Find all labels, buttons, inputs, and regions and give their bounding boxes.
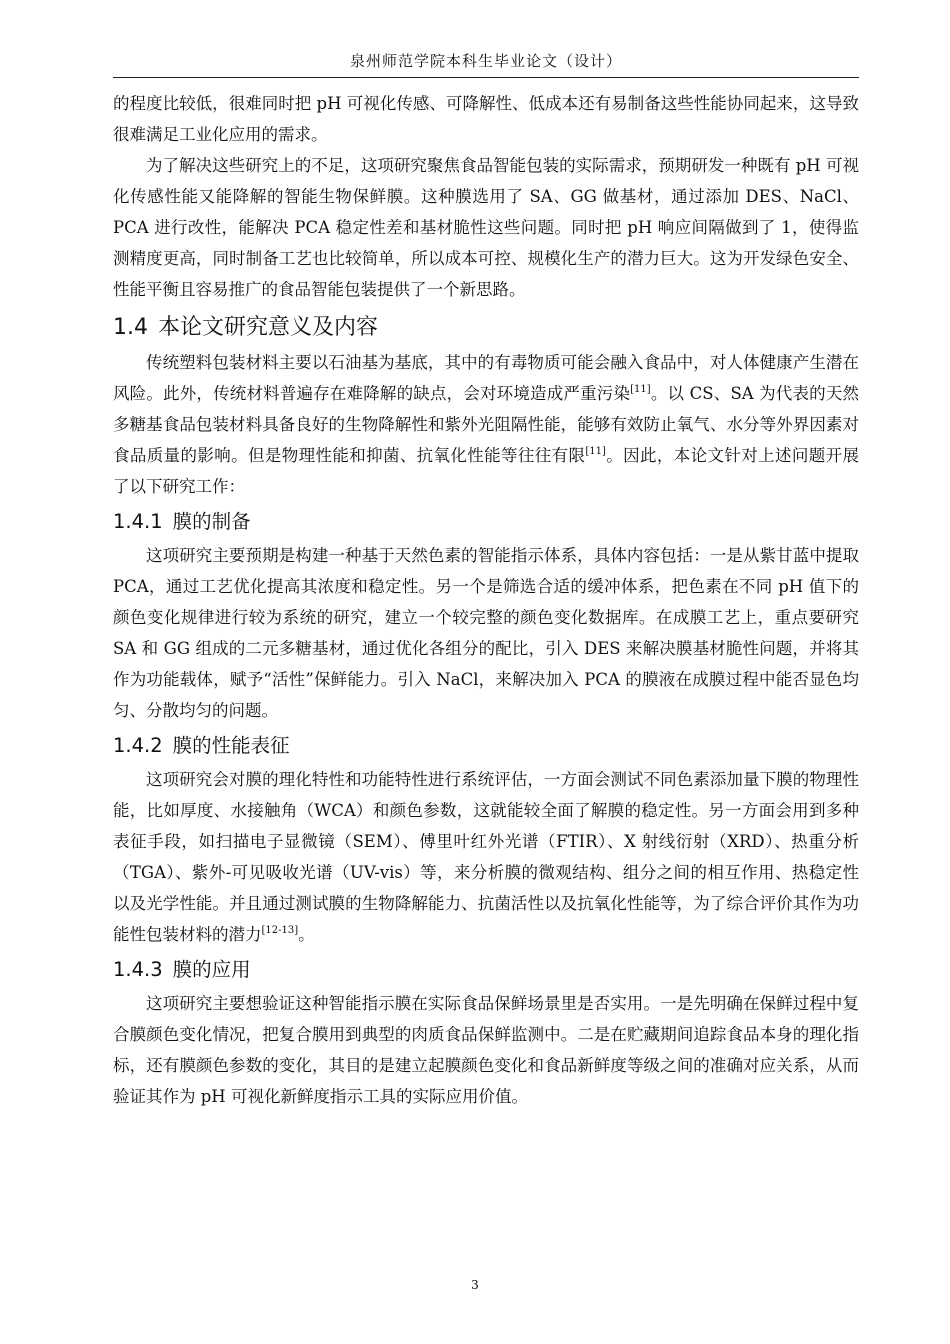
text-span: 这项研究会对膜的理化特性和功能特性进行系统评估，一方面会测试不同色素添加量下膜的物理性能，比如厚度、水接触角（WCA）和颜色参数，这就能较全面了解膜的稳定性。另一方面会用到多种表征手段，如扫描电子显微镜（SEM）、傅里叶红外光谱（FTIR）、X 射线衍射（XRD）、热重分析（TGA）、紫外-可见吸收光谱（UV-vis）等，来分析膜的微观结构、组分之间的相互作用、热稳定性以及光学性能。并且通过测试膜的生物降解能力、抗菌活性以及抗氧化性能等，为了综合评价其作为功能性包装材料的潜力 [113,770,859,944]
section-title: 膜的应用 [172,958,251,981]
section-title: 本论文研究意义及内容 [158,315,379,340]
text-span: 传统塑料包装材料主要以石油基为基底，其中的有毒物质可能会融入食品中，对人体健康产生潜在风险。此外，传统材料普遍存在难降解的缺点，会对环境造成严重污染 [113,353,859,403]
text-span: 。 [298,925,315,944]
section-number: 1.4 [113,315,148,340]
section-number: 1.4.2 [113,734,163,757]
paragraph-significance [113,347,859,502]
section-heading-1-4-1 [113,506,859,538]
paragraph-continuation: 的程度比较低，很难同时把 pH 可视化传感、可降解性、低成本还有易制备这些性能协同起来，这导致很难满足工业化应用的需求。 [113,94,859,144]
paragraph-application: 这项研究主要想验证这种智能指示膜在实际食品保鲜场景里是否实用。一是先明确在保鲜过程中复合膜颜色变化情况，把复合膜用到典型的肉质食品保鲜监测中。二是在贮藏期间追踪食品本身的理化指标，还有膜颜色参数的变化，其目的是建立起膜颜色变化和食品新鲜度等级之间的准确对应关系，从而验证其作为 pH 可视化新鲜度指示工具的实际应用价值。 [113,994,859,1106]
running-header: 泉州师范学院本科生毕业论文（设计） [349,52,622,70]
paragraph-characterization [113,764,859,950]
section-heading-1-4-3 [113,954,859,986]
section-number: 1.4.1 [113,510,163,533]
section-heading-1-4 [113,311,859,345]
header-rule [113,77,859,78]
citation-ref: [11] [585,446,606,457]
citation-ref: [12-13] [261,925,299,936]
page-body [113,88,859,1112]
text-span: 。因此，本论文针对上述问题开展了以下研究工作： [113,446,860,496]
section-number: 1.4.3 [113,958,163,981]
section-title: 膜的制备 [172,510,251,533]
text-span: 。以 CS、SA 为代表的天然多糖基食品包装材料具备良好的生物降解性和紫外光阻隔性能，能够有效防止氧气、水分等外界因素对食品质量的影响。但是物理性能和抑菌、抗氧化性能等往往有限 [113,384,860,465]
paragraph-film-preparation: 这项研究主要预期是构建一种基于天然色素的智能指示体系，具体内容包括：一是从紫甘蓝中提取 PCA，通过工艺优化提高其浓度和稳定性。另一个是筛选合适的缓冲体系，把色素在不同 pH 值下的颜色变化规律进行较为系统的研究，建立一个较完整的颜色变化数据库。在成膜工艺上，重点要研究 SA 和 GG 组成的二元多糖基材，通过优化各组分的配比，引入 DES 来解决膜基材脆性问题，并将其作为功能载体，赋予“活性”保鲜能力。引入 NaCl，来解决加入 PCA 的膜液在成膜过程中能否显色均匀、分散均匀的问题。 [113,546,859,720]
section-title: 膜的性能表征 [172,734,290,757]
paragraph-research-goal: 为了解决这些研究上的不足，这项研究聚焦食品智能包装的实际需求，预期研发一种既有 pH 可视化传感性能又能降解的智能生物保鲜膜。这种膜选用了 SA、GG 做基材，通过添加 DES、NaCl、PCA 进行改性，能解决 PCA 稳定性差和基材脆性这些问题。同时把 pH 响应间隔做到了 1，使得监测精度更高，同时制备工艺也比较简单，所以成本可控、规模化生产的潜力巨大。这为开发绿色安全、性能平衡且容易推广的食品智能包装提供了一个新思路。 [113,156,859,299]
section-heading-1-4-2 [113,730,859,762]
page-number: 3 [471,1278,479,1292]
citation-ref: [11] [630,384,651,395]
